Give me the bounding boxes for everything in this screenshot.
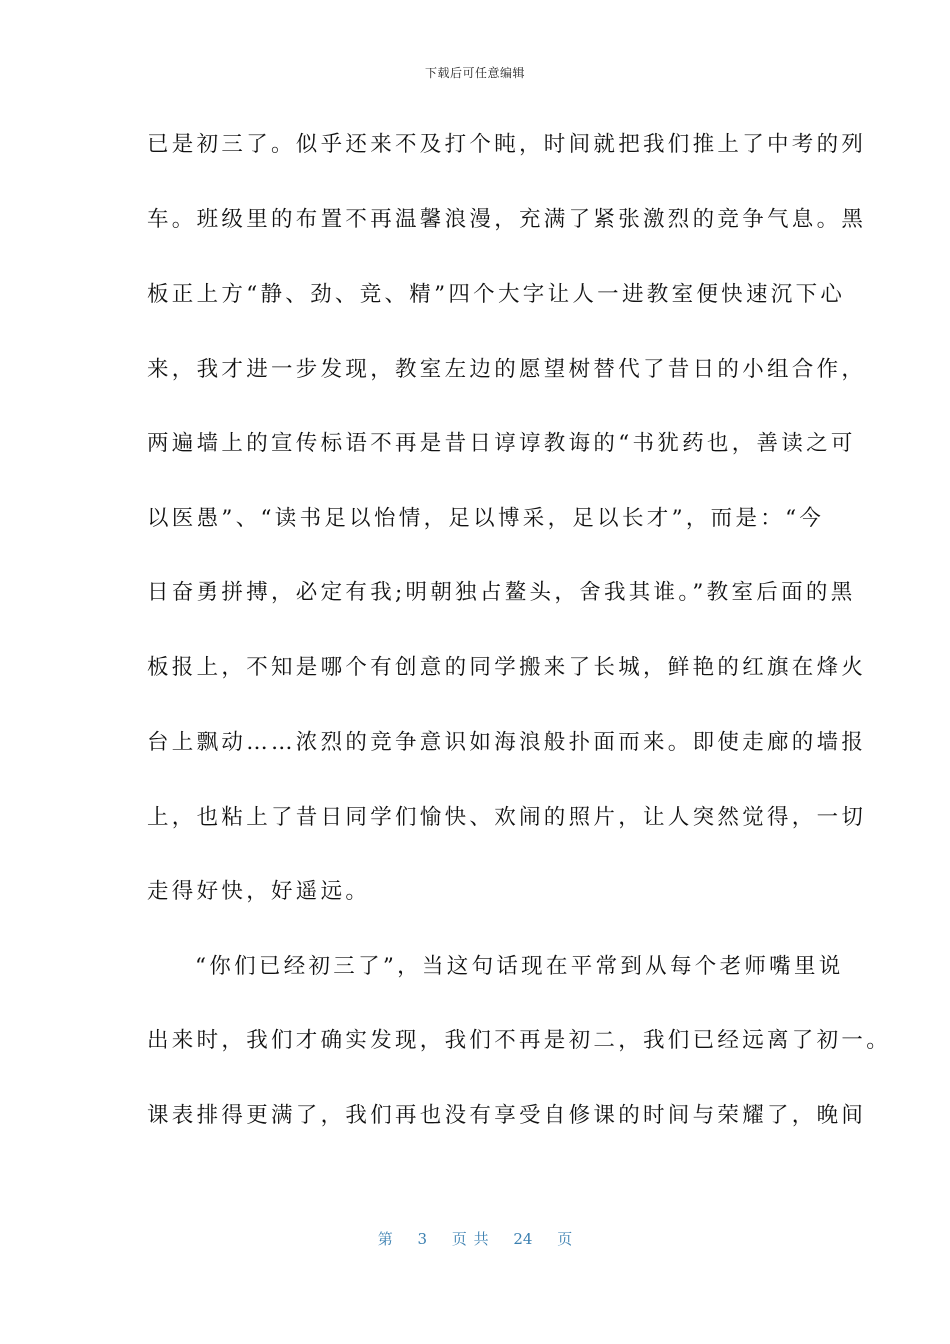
text-line: 日奋勇拼搏，必定有我;明朝独占鳌头，舍我其谁。”教室后面的黑: [147, 580, 856, 605]
text-line: 板正上方“静、劲、竞、精”四个大字让人一进教室便快速沉下心: [147, 282, 846, 307]
page-label-mid: 页 共: [451, 1230, 489, 1248]
text-line: 台上飘动……浓烈的竞争意识如海浪般扑面而来。即使走廊的墙报: [147, 730, 867, 755]
page-label-suffix: 页: [557, 1230, 573, 1248]
text-line: 板报上，不知是哪个有创意的同学搬来了长城，鲜艳的红旗在烽火: [147, 655, 867, 680]
text-line: 来，我才进一步发现，教室左边的愿望树替代了昔日的小组合作，: [147, 357, 867, 382]
text-line: 已是初三了。似乎还来不及打个盹，时间就把我们推上了中考的列: [147, 132, 867, 157]
text-line: 车。班级里的布置不再温馨浪漫，充满了紧张激烈的竞争气息。黑: [147, 207, 867, 232]
page-label-prefix: 第: [377, 1230, 393, 1248]
current-page-number: 3: [417, 1230, 428, 1248]
text-line: 走得好快，好遥远。: [147, 879, 371, 904]
text-line: 课表排得更满了，我们再也没有享受自修课的时间与荣耀了，晚间: [147, 1103, 867, 1128]
page-footer: [0, 1228, 950, 1249]
text-line: 出来时，我们才确实发现，我们不再是初二，我们已经远离了初一。: [147, 1028, 892, 1053]
text-line: 两遍墙上的宣传标语不再是昔日谆谆教诲的“书犹药也，善读之可: [147, 431, 856, 456]
page-header: 下载后可任意编辑: [424, 66, 525, 80]
text-line: 以医愚”、“读书足以怡情，足以博采，足以长才”，而是：“今: [147, 506, 825, 531]
text-line-indented: “你们已经初三了”，当这句话现在平常到从每个老师嘴里说: [195, 954, 844, 979]
total-page-count: 24: [513, 1230, 533, 1248]
text-line: 上，也粘上了昔日同学们愉快、欢闹的照片，让人突然觉得，一切: [147, 805, 867, 830]
